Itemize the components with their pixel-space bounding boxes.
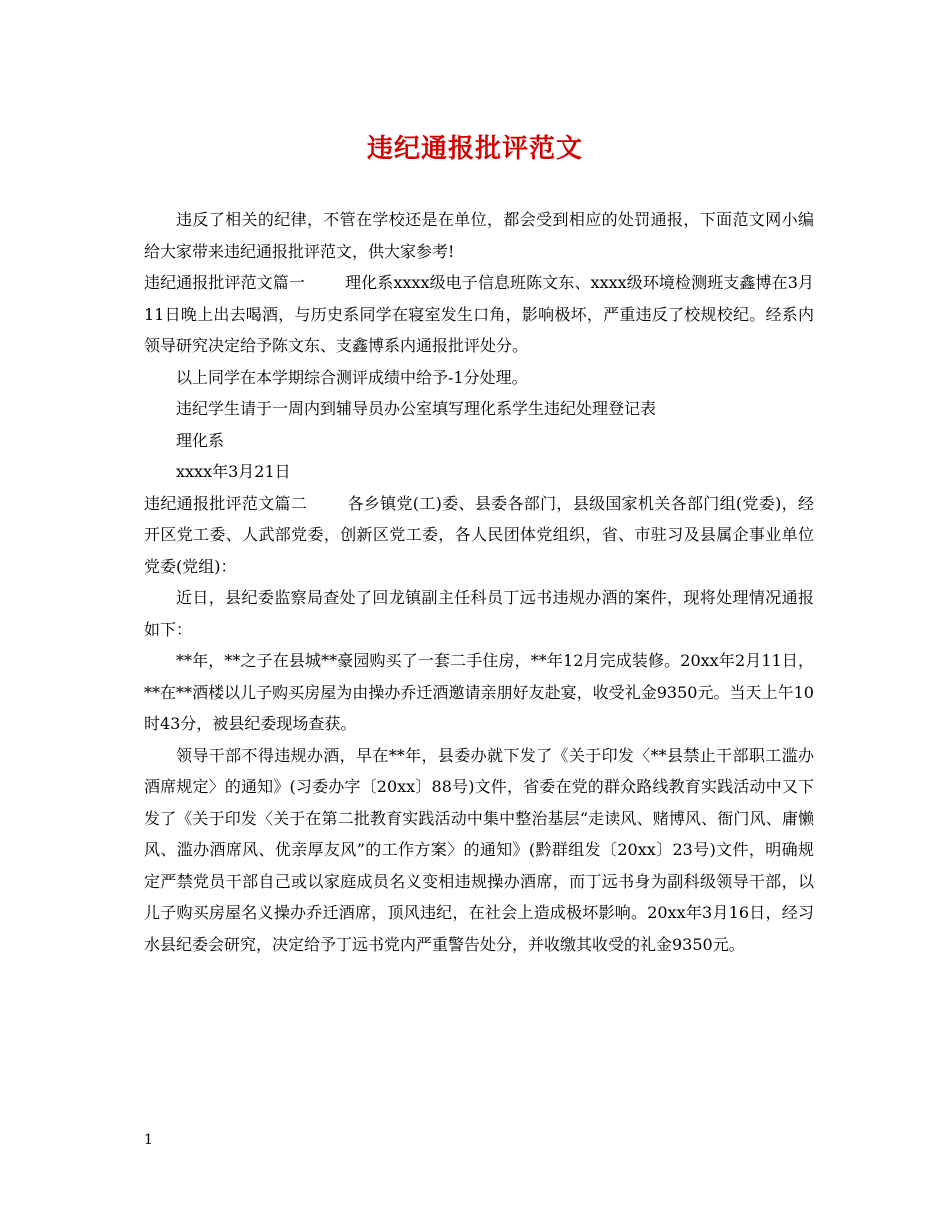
- section-2-case-paragraph: 近日，县纪委监察局查处了回龙镇副主任科员丁远书违规办酒的案件，现将处理情况通报如下：: [144, 588, 814, 639]
- section-1-date: xxxx年3月21日: [176, 462, 291, 481]
- section-1-paragraph: [144, 267, 814, 362]
- document-body: [144, 204, 814, 960]
- section-1-registration-paragraph: 违纪学生请于一周内到辅导员办公室填写理化系学生违纪处理登记表: [176, 399, 657, 418]
- section-2-paragraph: [144, 488, 814, 583]
- section-2-facts-paragraph: **年，**之子在县城**豪园购买了一套二手住房，**年12月完成装修。20xx年2月11日，**在**酒楼以儿子购买房屋为由操办乔迁酒邀请亲朋好友赴宴，收受礼金9350元。当天上午10时43分，被县纪委现场查获。: [144, 651, 814, 733]
- section-1-heading: 违纪通报批评范文篇一: [144, 273, 305, 292]
- section-2-heading: 违纪通报批评范文篇二: [144, 493, 308, 513]
- section-2-text: 各乡镇党(工)委、县委各部门，县级国家机关各部门组(党委)，经开区党工委、人武部党委，创新区党工委，各人民团体党组织，省、市驻习及县属企事业单位党委(党组)：: [144, 493, 814, 576]
- section-2-ruling-paragraph: 领导干部不得违规办酒，早在**年，县委办就下发了《关于印发〈**县禁止干部职工滥办酒席规定〉的通知》(习委办字〔20xx〕88号)文件，省委在党的群众路线教育实践活动中又下发了《关于印发〈关于在第二批教育实践活动中集中整治基层“走读风、赌博风、衙门风、庸懒风、滥办酒席风、优亲厚友风”的工作方案〉的通知》(黔群组发〔20xx〕23号)文件，明确规定严禁党员干部自己或以家庭成员名义变相违规操办酒席，而丁远书身为副科级领导干部，以儿子购买房屋名义操办乔迁酒席，顶风违纪，在社会上造成极坏影响。20xx年3月16日，经习水县纪委会研究，决定给予丁远书党内严重警告处分，并收缴其收受的礼金9350元。: [144, 745, 814, 954]
- section-1-signature: 理化系: [176, 430, 225, 450]
- section-1-text: 理化系xxxx级电子信息班陈文东、xxxx级环境检测班支鑫博在3月11日晚上出去喝酒，与历史系同学在寝室发生口角，影响极坏，严重违反了校规校纪。经系内领导研究决定给予陈文东、支鑫博系内通报批评处分。: [144, 273, 814, 355]
- intro-paragraph: 违反了相关的纪律，不管在学校还是在单位，都会受到相应的处罚通报，下面范文网小编给大家带来违纪通报批评范文，供大家参考!: [144, 210, 814, 261]
- document-title: 违纪通报批评范文: [366, 134, 583, 164]
- page-number: 1: [144, 1132, 153, 1148]
- section-1-score-paragraph: 以上同学在本学期综合测评成绩中给予-1分处理。: [176, 367, 528, 387]
